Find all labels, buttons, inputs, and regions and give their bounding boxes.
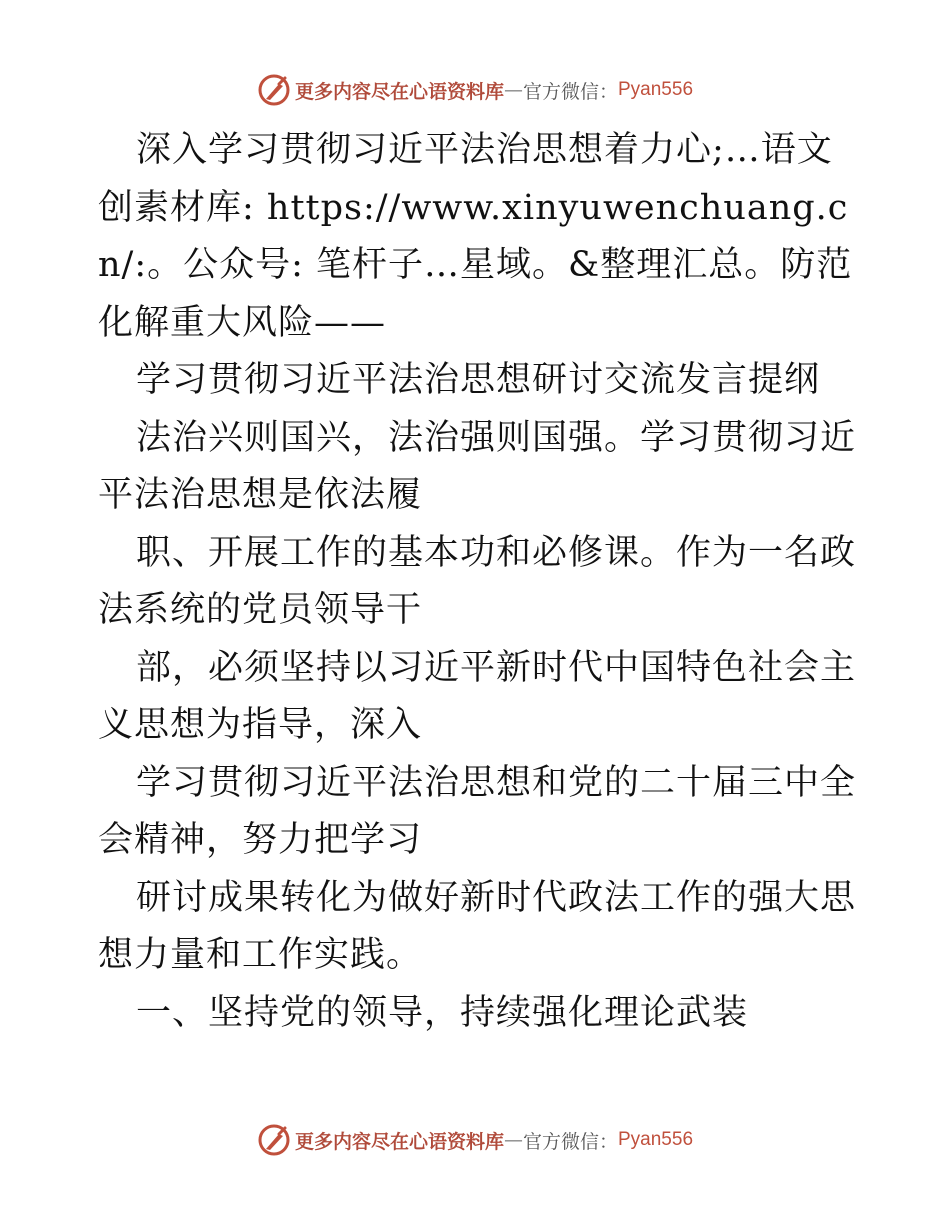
quill-pen-circle-icon xyxy=(257,1123,291,1157)
paragraph-7: 研讨成果转化为做好新时代政法工作的强大思想力量和工作实践。 xyxy=(98,877,857,975)
quill-pen-circle-icon xyxy=(257,73,291,107)
section-heading: 一、坚持党的领导，持续强化理论武装 xyxy=(136,992,749,1033)
wechat-label: 官方微信： xyxy=(522,80,618,103)
paragraph-1: 深入学习贯彻习近平法治思想着力心;…语文创素材库: https://www.xinyuwenchuang.cn/:。公众号: 笔杆子…星域。&整理汇总。防范化解重大风险—— xyxy=(98,130,853,343)
paragraph-6: 学习贯彻习近平法治思想和党的二十届三中全会精神，努力把学习 xyxy=(98,762,857,860)
wechat-label: 官方微信： xyxy=(522,1130,618,1153)
wechat-account: Pyan556 xyxy=(618,79,694,100)
wechat-account: Pyan556 xyxy=(618,1129,694,1150)
header-banner xyxy=(0,70,950,110)
paragraph-4: 职、开展工作的基本功和必修课。作为一名政法系统的党员领导干 xyxy=(98,532,857,630)
paragraph-5: 部，必须坚持以习近平新时代中国特色社会主义思想为指导，深入 xyxy=(98,647,857,745)
document-body xyxy=(98,122,858,1042)
banner-separator: — xyxy=(503,79,523,101)
footer-banner xyxy=(0,1120,950,1160)
promo-text: 更多内容尽在心语资料库 xyxy=(294,80,504,103)
banner-separator: — xyxy=(503,1129,523,1151)
paragraph-3: 法治兴则国兴，法治强则国强。学习贯彻习近平法治思想是依法履 xyxy=(98,417,857,515)
paragraph-title: 学习贯彻习近平法治思想研讨交流发言提纲 xyxy=(136,360,821,400)
promo-text: 更多内容尽在心语资料库 xyxy=(294,1130,504,1153)
